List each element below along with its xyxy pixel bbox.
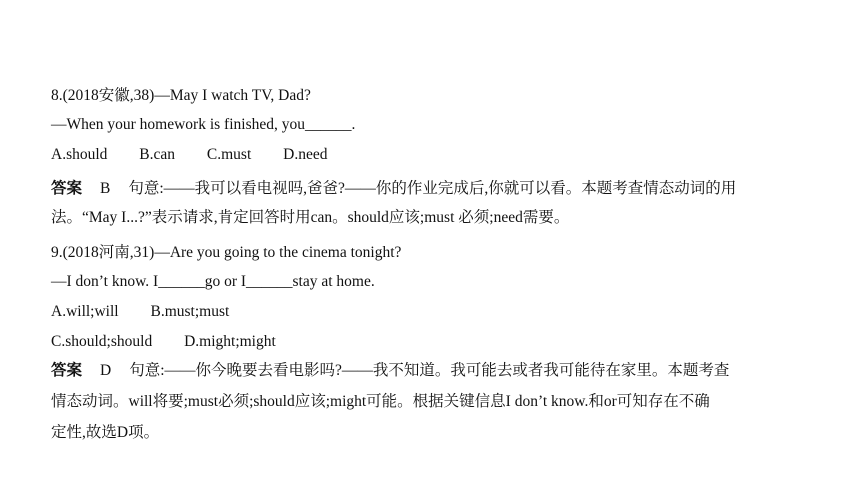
q9-answer-letter: D (100, 362, 112, 379)
q9-explanation-line2: 情态动词。will将要;must必须;should应该;might可能。根据关键信息I don’t know.和or可知存在不确 (51, 393, 710, 410)
q8-answer-letter: B (100, 180, 111, 197)
q8-reply: —When your homework is finished, you______. (51, 116, 356, 133)
q9-option-c: C.should;should (51, 333, 153, 350)
q9-explanation-line1: 句意:——你今晚要去看电影吗?——我不知道。我可能去或者我可能待在家里。本题考查 (129, 362, 730, 379)
q9-stem: 9.(2018河南,31)—Are you going to the cinema tonight? (51, 244, 402, 261)
q9-reply: —I don’t know. I______go or I______stay at home. (51, 273, 375, 290)
q9-option-b: B.must;must (150, 303, 230, 320)
q8-option-d: D.need (283, 146, 328, 163)
q8-option-a: A.should (51, 146, 108, 163)
q9-answer (51, 361, 729, 381)
q8-stem: 8.(2018安徽,38)—May I watch TV, Dad? (51, 87, 311, 104)
q8-option-c: C.must (206, 146, 252, 163)
q9-option-a: A.will;will (51, 303, 119, 320)
q9-options-row1 (51, 302, 229, 322)
q9-option-d: D.might;might (184, 333, 276, 350)
q8-explanation-line1: 句意:——我可以看电视吗,爸爸?——你的作业完成后,你就可以看。本题考查情态动词的用 (128, 180, 737, 197)
q8-option-b: B.can (139, 146, 176, 163)
q8-answer-label: 答案 (51, 180, 83, 197)
q9-options-row2 (51, 332, 276, 352)
q9-answer-label: 答案 (51, 362, 83, 379)
q8-answer (51, 179, 736, 199)
q8-explanation-line2: 法。“May I...?”表示请求,肯定回答时用can。should应该;must 必须;need需要。 (51, 209, 570, 226)
q8-options (51, 145, 327, 165)
q9-explanation-line3: 定性,故选D项。 (51, 424, 160, 441)
